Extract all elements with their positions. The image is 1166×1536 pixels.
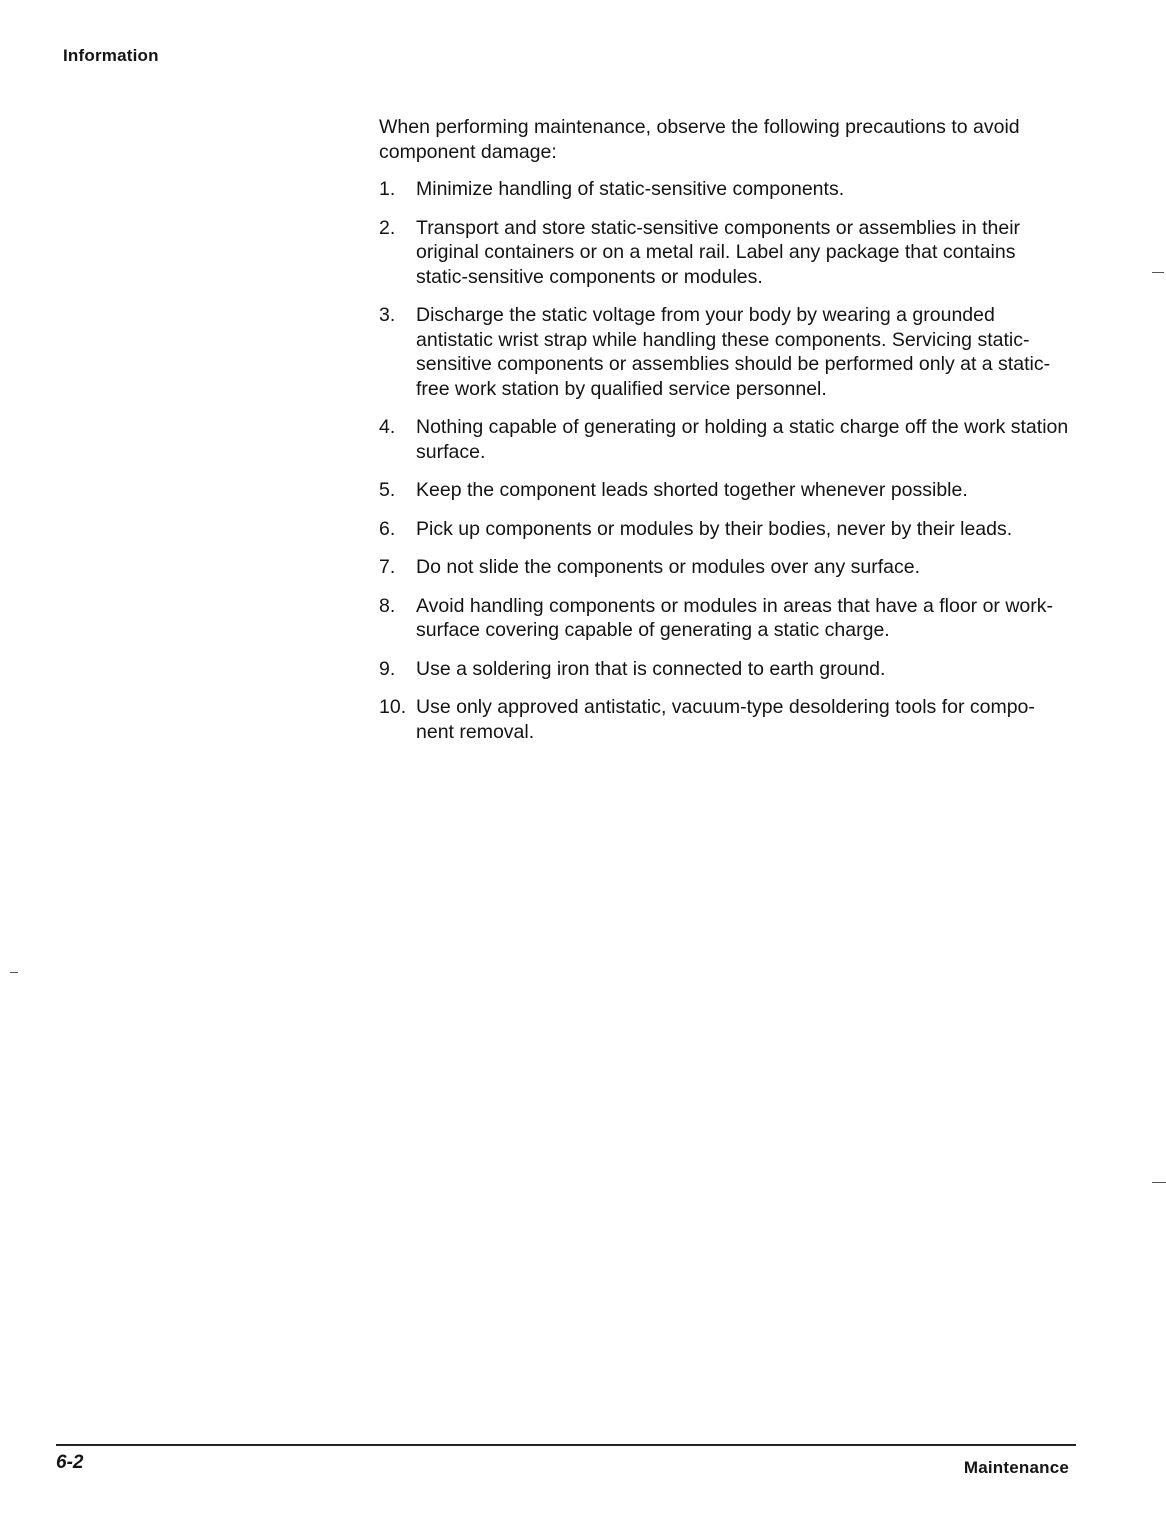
item-number: 9.	[379, 657, 396, 680]
item-number: 5.	[379, 479, 396, 501]
list-item	[379, 216, 1069, 290]
item-text: Transport and store static-sensitive components or assemblies in their original containers or on a metal rail. Label any package that contains static-sensitive components or modules.	[416, 216, 1021, 288]
list-item	[379, 594, 1069, 643]
margin-tick-mark	[10, 972, 18, 973]
list-item	[379, 555, 1069, 580]
precautions-list	[379, 177, 1069, 744]
item-number: 8.	[379, 594, 396, 617]
item-text: Nothing capable of generating or holding a static charge off the work station surface.	[416, 416, 1069, 463]
list-item	[379, 303, 1069, 401]
item-number: 4.	[379, 416, 396, 438]
item-text: Minimize handling of static-sensitive components.	[416, 178, 845, 200]
item-text: Pick up components or modules by their bodies, never by their leads.	[416, 517, 1013, 540]
main-content	[379, 115, 1069, 758]
item-number: 2.	[379, 216, 396, 239]
list-item	[379, 415, 1069, 464]
footer-rule	[56, 1444, 1076, 1446]
list-item	[379, 177, 1069, 202]
margin-tick-mark	[1152, 272, 1164, 273]
list-item	[379, 657, 1069, 682]
footer-section-name: Maintenance	[963, 1458, 1069, 1477]
item-text: Avoid handling components or modules in areas that have a floor or work-surface covering capable of generating a static charge.	[416, 594, 1053, 641]
item-number: 10.	[379, 696, 407, 718]
item-text: Discharge the static voltage from your body by wearing a grounded antistatic wrist strap while handling these components. Servicing static-sensitive components or assemblies should be performed only at a static-free work station by qualified service personnel.	[416, 304, 1051, 400]
list-item	[379, 478, 1069, 503]
margin-tick-mark	[1152, 1182, 1166, 1183]
item-number: 3.	[379, 304, 396, 326]
item-number: 6.	[379, 517, 396, 540]
item-text: Use a soldering iron that is connected to earth ground.	[416, 657, 886, 680]
item-number: 7.	[379, 556, 396, 578]
list-item	[379, 517, 1069, 542]
page-number: 6-2	[56, 1452, 84, 1473]
list-item	[379, 695, 1069, 744]
running-head: Information	[63, 46, 159, 65]
intro-paragraph: When performing maintenance, observe the following precautions to avoid component damage:	[379, 116, 1020, 163]
item-text: Use only approved antistatic, vacuum-type desoldering tools for compo-nent removal.	[416, 696, 1035, 743]
item-text: Keep the component leads shorted together whenever possible.	[416, 479, 968, 501]
item-number: 1.	[379, 178, 396, 200]
item-text: Do not slide the components or modules over any surface.	[416, 556, 921, 578]
